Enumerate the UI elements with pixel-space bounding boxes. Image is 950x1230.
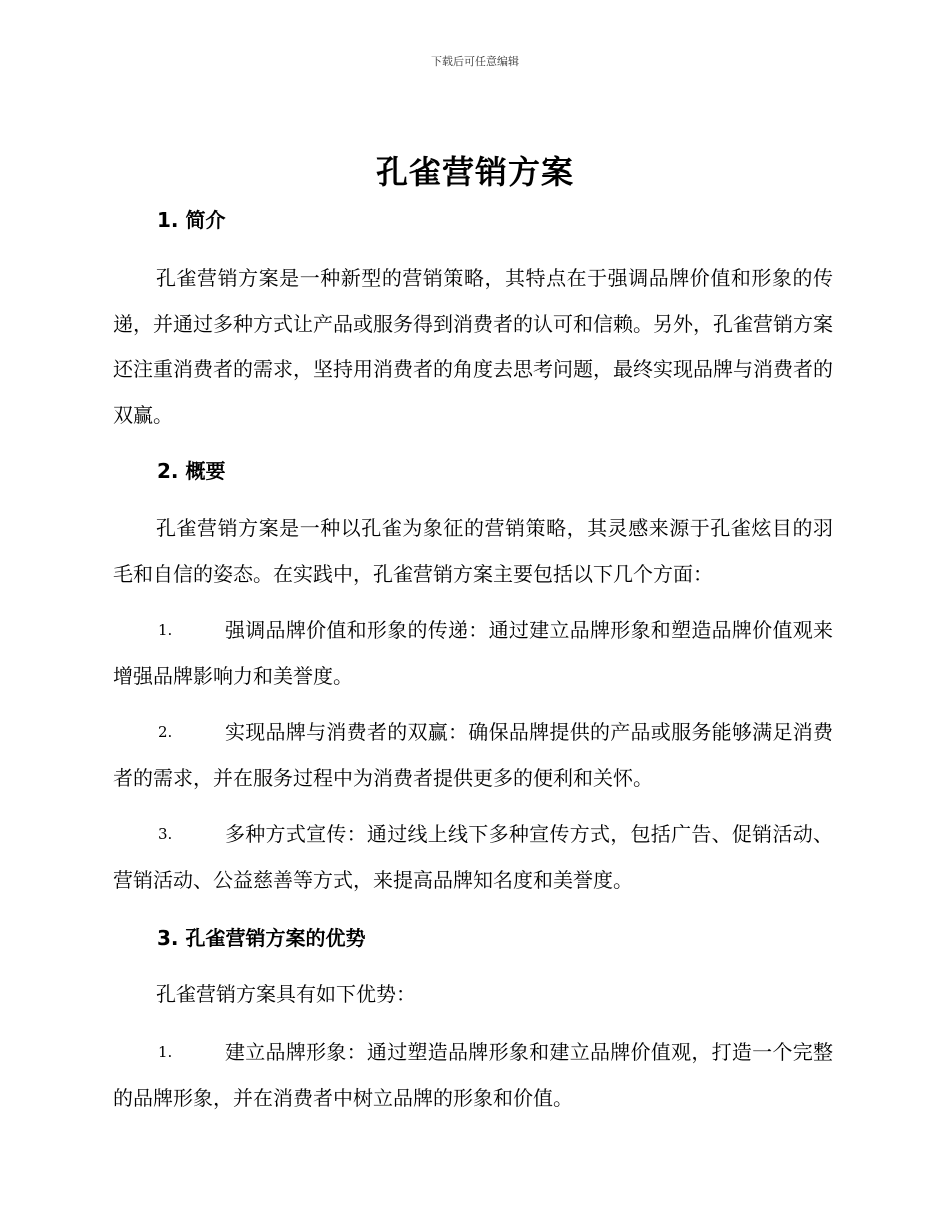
list-item-text: 强调品牌价值和形象的传递：通过建立品牌形象和塑造品牌价值观来增强品牌影响力和美誉度。 <box>113 618 833 688</box>
list-item <box>113 1030 833 1121</box>
header-note: 下载后可任意编辑 <box>431 55 519 68</box>
section-heading-intro: 1. 简介 <box>157 208 226 232</box>
list-item-number: 2. <box>158 723 173 741</box>
list-item <box>113 710 833 801</box>
list-item <box>113 812 833 903</box>
list-item <box>113 608 833 699</box>
list-item-number: 1. <box>158 1043 173 1061</box>
list-item-number: 3. <box>158 825 173 843</box>
list-item-text: 建立品牌形象：通过塑造品牌形象和建立品牌价值观，打造一个完整的品牌形象，并在消费者中树立品牌的形象和价值。 <box>113 1040 833 1110</box>
list-item-text: 多种方式宣传：通过线上线下多种宣传方式，包括广告、促销活动、营销活动、公益慈善等方式，来提高品牌知名度和美誉度。 <box>113 822 833 892</box>
section-paragraph-advantages: 孔雀营销方案具有如下优势： <box>156 982 416 1006</box>
section-heading-advantages: 3. 孔雀营销方案的优势 <box>157 926 366 950</box>
document-title: 孔雀营销方案 <box>375 153 574 191</box>
section-paragraph-overview: 孔雀营销方案是一种以孔雀为象征的营销策略，其灵感来源于孔雀炫目的羽毛和自信的姿态。在实践中，孔雀营销方案主要包括以下几个方面： <box>113 516 833 586</box>
section-paragraph-intro: 孔雀营销方案是一种新型的营销策略，其特点在于强调品牌价值和形象的传递，并通过多种方式让产品或服务得到消费者的认可和信赖。另外，孔雀营销方案还注重消费者的需求，坚持用消费者的角度去思考问题，最终实现品牌与消费者的双赢。 <box>113 266 833 427</box>
list-item-number: 1. <box>158 621 173 639</box>
section-heading-overview: 2. 概要 <box>157 459 226 483</box>
list-item-text: 实现品牌与消费者的双赢：确保品牌提供的产品或服务能够满足消费者的需求，并在服务过程中为消费者提供更多的便利和关怀。 <box>113 720 833 790</box>
